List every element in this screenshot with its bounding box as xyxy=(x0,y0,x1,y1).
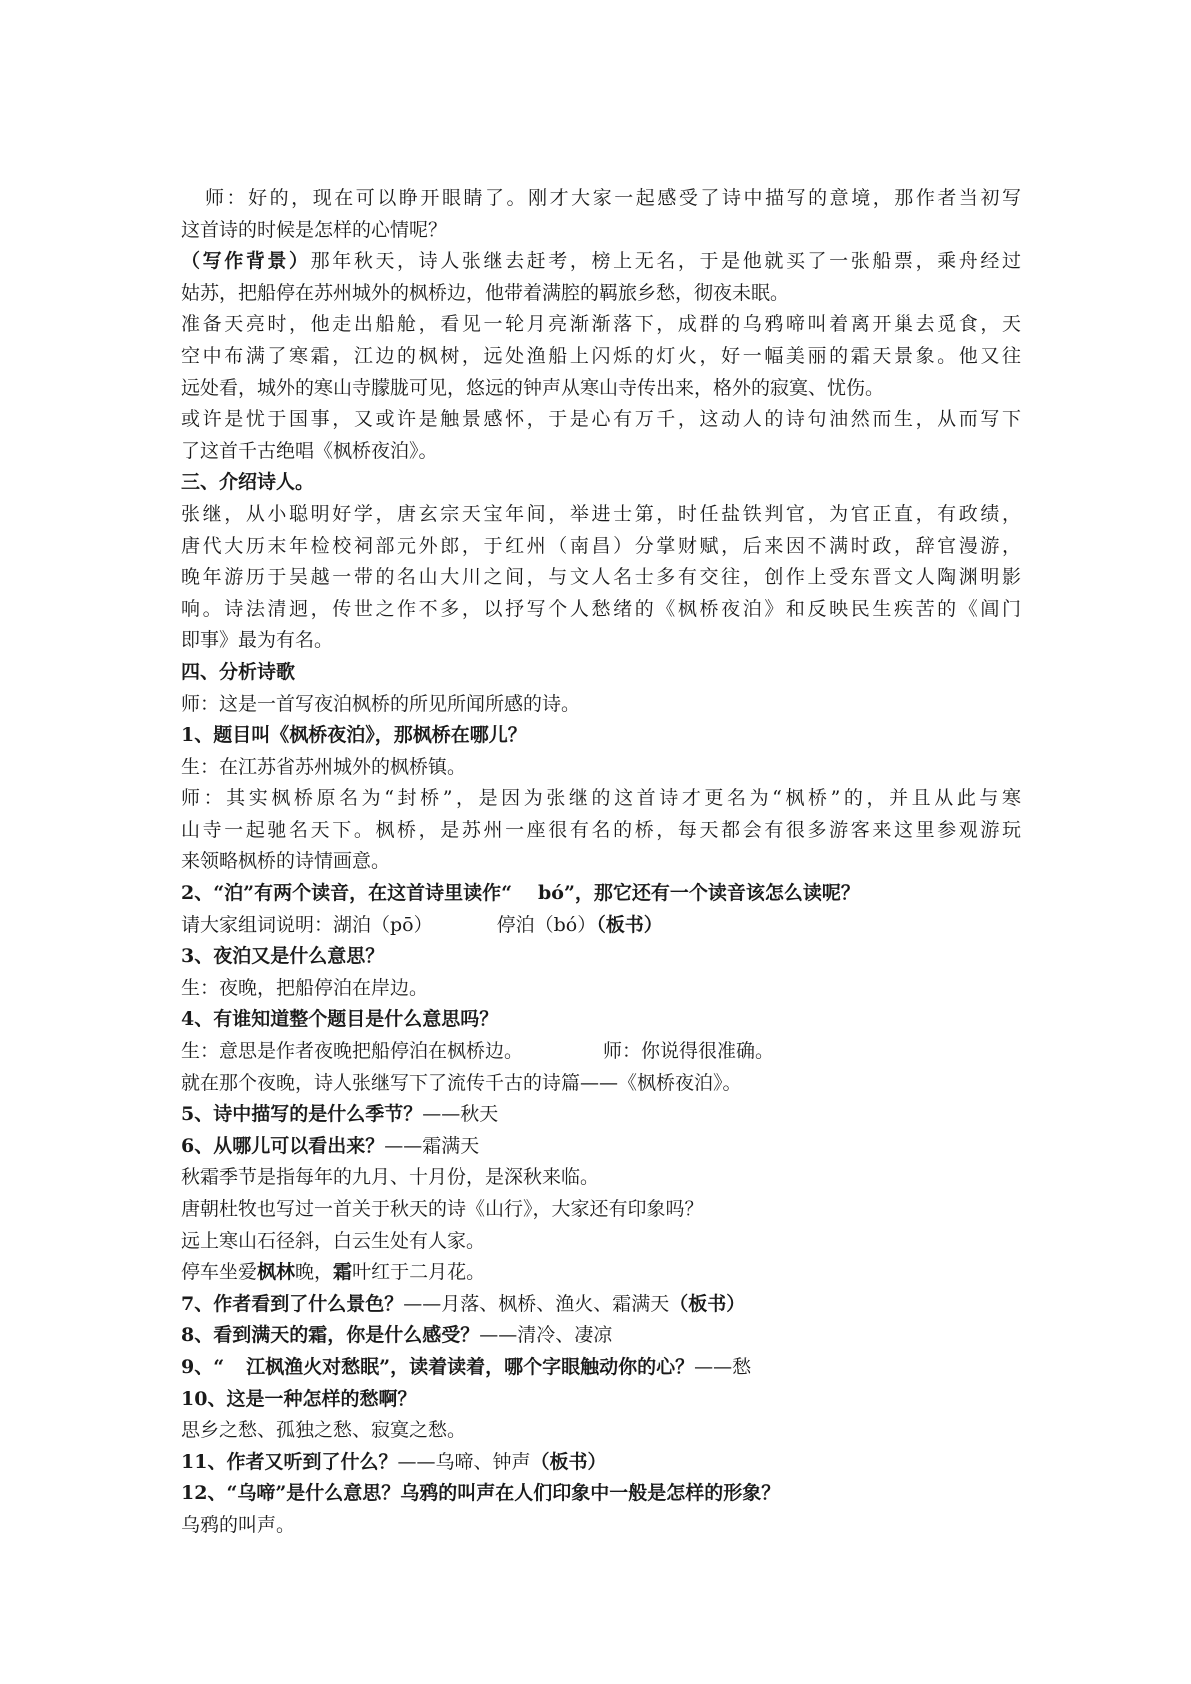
question: 9、“ 江枫渔火对愁眠”，读着读着，哪个字眼触动你的心？——愁 xyxy=(181,1355,752,1378)
question: 5、诗中描写的是什么季节？——秋天 xyxy=(181,1103,499,1126)
question: 6、从哪儿可以看出来？——霜满天 xyxy=(181,1134,480,1157)
question: 12、“乌啼”是什么意思？乌鸦的叫声在人们印象中一般是怎样的形象？ xyxy=(181,1482,781,1505)
answer: 生：意思是作者夜晚把船停泊在枫桥边。 师：你说得很准确。 xyxy=(181,1040,775,1063)
answer: 请大家组词说明：湖泊（pō） 停泊（bó）（板书） xyxy=(181,913,663,936)
question: 10、这是一种怎样的愁啊？ xyxy=(181,1387,417,1410)
answer: 生：夜晚，把船停泊在岸边。 xyxy=(181,976,429,999)
document-page xyxy=(181,183,1021,1542)
paragraph-line: 空中布满了寒霜，江边的枫树，远处渔船上闪烁的灯火，好一幅美丽的霜天景象。他又往 xyxy=(181,344,1021,367)
paragraph-line: 师：这是一首写夜泊枫桥的所见所闻所感的诗。 xyxy=(181,692,581,715)
paragraph-line: 了这首千古绝唱《枫桥夜泊》。 xyxy=(181,439,438,462)
paragraph-line: 唐代大历末年检校祠部元外郎，于红州（南昌）分掌财赋，后来因不满时政，辞官漫游， xyxy=(181,534,1021,557)
paragraph-line: 准备天亮时，他走出船舱，看见一轮月亮渐渐落下，成群的乌鸦啼叫着离开巢去觅食，天 xyxy=(181,313,1021,336)
answer: 思乡之愁、孤独之愁、寂寞之愁。 xyxy=(181,1419,467,1442)
paragraph-line: 秋霜季节是指每年的九月、十月份，是深秋来临。 xyxy=(181,1166,600,1189)
question: 1、题目叫《枫桥夜泊》，那枫桥在哪儿？ xyxy=(181,724,527,747)
paragraph-line: 来领略枫桥的诗情画意。 xyxy=(181,850,391,873)
poem-line: 远上寒山石径斜，白云生处有人家。 xyxy=(181,1229,486,1252)
paragraph-line: 山寺一起驰名天下。枫桥，是苏州一座很有名的桥，每天都会有很多游客来这里参观游玩 xyxy=(181,818,1021,841)
paragraph-line: 姑苏，把船停在苏州城外的枫桥边，他带着满腔的羁旅乡愁，彻夜未眠。 xyxy=(181,281,790,304)
background-label: （写作背景） xyxy=(181,250,311,273)
paragraph-line: 晚年游历于吴越一带的名山大川之间，与文人名士多有交往，创作上受东晋文人陶渊明影 xyxy=(181,566,1021,589)
section-heading: 四、分析诗歌 xyxy=(181,660,296,683)
poem-line: 停车坐爱枫林晚，霜叶红于二月花。 xyxy=(181,1261,486,1284)
paragraph-line: 就在那个夜晚，诗人张继写下了流传千古的诗篇——《枫桥夜泊》。 xyxy=(181,1071,742,1094)
question: 4、有谁知道整个题目是什么意思吗？ xyxy=(181,1008,499,1031)
paragraph-line: 即事》最为有名。 xyxy=(181,629,334,652)
paragraph-line: 远处看，城外的寒山寺朦胧可见，悠远的钟声从寒山寺传出来，格外的寂寞、忧伤。 xyxy=(181,376,885,399)
question: 2、“泊”有两个读音，在这首诗里读作“ bó”，那它还有一个读音该怎么读呢？ xyxy=(181,882,860,905)
paragraph-line: 响。诗法清迥，传世之作不多，以抒写个人愁绪的《枫桥夜泊》和反映民生疾苦的《阊门 xyxy=(181,597,1021,620)
paragraph-line: 或许是忧于国事，又或许是触景感怀，于是心有万千，这动人的诗句油然而生，从而写下 xyxy=(181,408,1021,431)
question: 11、作者又听到了什么？——乌啼、钟声（板书） xyxy=(181,1450,607,1473)
paragraph-line: （写作背景）那年秋天，诗人张继去赶考，榜上无名，于是他就买了一张船票，乘舟经过 xyxy=(181,250,1021,273)
answer: 乌鸦的叫声。 xyxy=(181,1513,296,1536)
question: 7、作者看到了什么景色？——月落、枫桥、渔火、霜满天（板书） xyxy=(181,1292,746,1315)
paragraph-line: 这首诗的时候是怎样的心情呢？ xyxy=(181,218,448,241)
section-heading: 三、介绍诗人。 xyxy=(181,471,315,494)
paragraph-line: 师：其实枫桥原名为“封桥”，是因为张继的这首诗才更名为“枫桥”的，并且从此与寒 xyxy=(181,787,1021,810)
paragraph-line: 唐朝杜牧也写过一首关于秋天的诗《山行》，大家还有印象吗？ xyxy=(181,1198,704,1220)
answer: 生：在江苏省苏州城外的枫桥镇。 xyxy=(181,755,467,778)
question: 8、看到满天的霜，你是什么感受？——清冷、凄凉 xyxy=(181,1324,613,1347)
paragraph-line: 师：好的，现在可以睁开眼睛了。刚才大家一起感受了诗中描写的意境，那作者当初写 xyxy=(205,187,1021,209)
paragraph-line: 张继，从小聪明好学，唐玄宗天宝年间，举进士第，时任盐铁判官，为官正直，有政绩， xyxy=(181,502,1021,525)
question: 3、夜泊又是什么意思？ xyxy=(181,945,385,968)
